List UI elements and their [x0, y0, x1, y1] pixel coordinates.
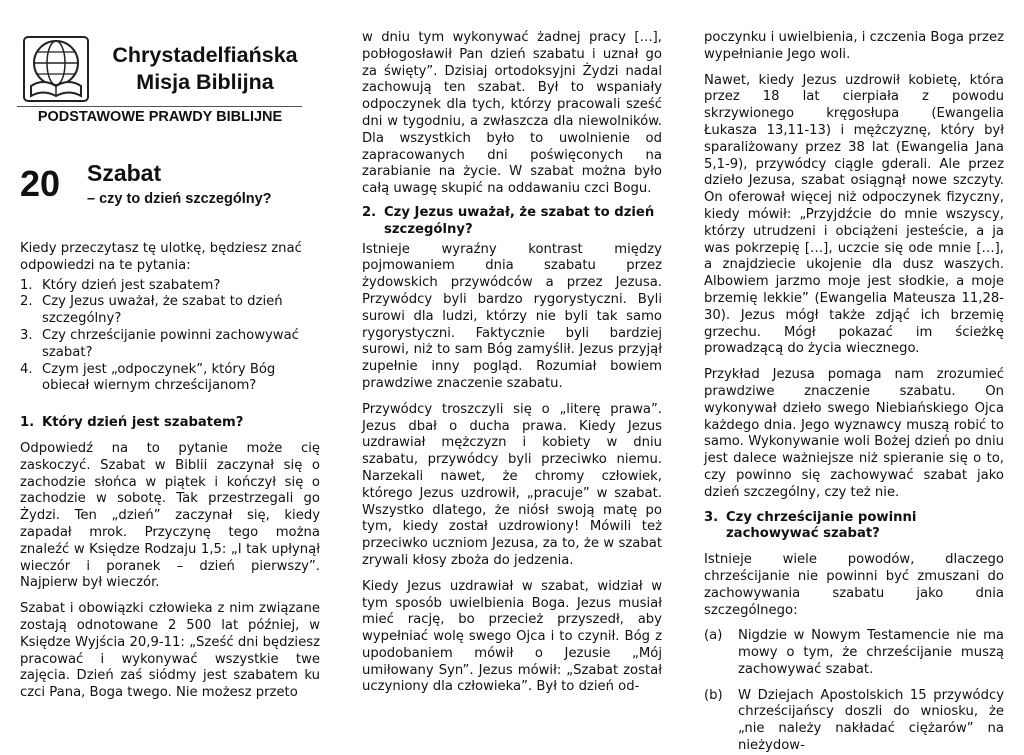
series-title: PODSTAWOWE PRAWDY BIBLIJNE	[37, 109, 283, 125]
organization-name	[95, 42, 315, 96]
section-1-heading	[20, 415, 320, 432]
question-text: Czy Jezus uważał, że szabat to dzień szczególny?	[42, 294, 283, 327]
leaflet-title: Szabat	[87, 160, 162, 186]
org-name-line1: Chrystadelfiańska	[112, 43, 298, 67]
section-2-paragraph-3: Kiedy Jezus uzdrawiał w szabat, widział w tym sposób uwielbienia Boga. Jezus musiał mieć rację, bo przecież przyszedł, aby wypełniać wolę swego Ojca i to czynił. Bóg z upodobaniem mówił o Jezusie „Mój umiłowany Syn”. Jezus mówił: „Szabat został uczyniony dla człowieka”. Był to dzień od-	[362, 578, 662, 695]
question-number: 1.	[20, 277, 33, 293]
section-2-paragraph-4: poczynku i uwielbienia, i czczenia Boga przez wypełnianie Jego woli.	[704, 30, 1004, 62]
section-3-paragraph-1: Istnieje wiele powodów, dlaczego chrześcijanie nie powinni być zmuszani do zachowywania szabatu jako dnia szczególnego:	[704, 552, 1004, 618]
column-2	[362, 30, 662, 696]
question-item	[20, 362, 320, 396]
section-heading-text: Który dzień jest szabatem?	[42, 415, 244, 431]
question-number: 4.	[20, 361, 33, 377]
section-2-paragraph-2: Przywódcy troszczyli się o „literę prawa”. Jezus dbał o ducha prawa. Kiedy Jezus uzdrawiał mężczyzn i kobiety w dniu szabatu, przywódcy byli przeciwko niemu. Narzekali nawet, że chromy człowiek, którego Jezus uzdrowił, „pracuje” w szabat. Wszystko dlatego, że niósł swoją matę po tym, kiedy został uzdrowiony! Mówili też przeciwko uczniom Jezusa, za to, że w szabat zrywali kłosy zboża do jedzenia.	[362, 401, 662, 568]
question-item	[20, 294, 320, 328]
section-2-paragraph-1: Istnieje wyraźny kontrast między pojmowaniem dnia szabatu przez żydowskich przywódców a przez Jezusa. Przywódcy byli bardzo rygorystyczni. Byli surowi dla ludzi, którzy nie byli tak samo rygorystyczni. Faktycznie byli bardziej surowi, niż to sam Bóg zamyślił. Jezus przyjął zupełnie inny pogląd. Rozumiał bowiem prawdziwe znaczenie szabatu.	[362, 241, 662, 391]
column-3	[704, 30, 1004, 755]
header-divider	[17, 106, 302, 107]
list-item-text: Nigdzie w Nowym Testamencie nie ma mowy o tym, że chrześcijanie muszą zachowywać szabat.	[738, 628, 1004, 677]
section-2-paragraph-6: Przykład Jezusa pomaga nam zrozumieć prawdziwe znaczenie szabatu. On wykonywał dzieło swego Niebiańskiego Ojca każdego dnia. Jego wyznawcy muszą robić to samo. Wykonywanie woli Bożej dzień po dniu jest dalece ważniejsze niż spieranie się o to, czy powinno się zachowywać szabat jako dzień szczególny, czy też nie.	[704, 367, 1004, 500]
section-2-paragraph-5: Nawet, kiedy Jezus uzdrowił kobietę, która przez 18 lat cierpiała z powodu skrzywionego kręgosłupa (Ewangelia Łukasza 13,11-13) i mężczyznę, który był sparaliżowany przez 38 lat (Ewangelia Jana 5,1-9), przywódcy ciągle gderali. Ale przez dzieło Jezusa, szabat osiągnął nowe szczyty. On oferował więcej niż odpoczynek fizyczny, kiedy mówił: „Przyjdźcie do mnie wszyscy, którzy utrudzeni i obciążeni jesteście, a ja was pokrzepię […], uczcie się ode mnie […], a znajdziecie ukojenie dla dusz waszych. Albowiem jarzmo moje jest słodkie, a moje brzemię lekkie” (Ewangelia Mateusza 11,28-30). Jezus mógł także zdjąć ich brzemię grzechu. Mógł pokazać im ścieżkę prowadzącą do życia wiecznego.	[704, 72, 1004, 357]
leaflet-number: 20	[20, 163, 61, 204]
section-heading-text: Czy Jezus uważał, że szabat to dzień szczególny?	[384, 204, 655, 237]
leaflet-subtitle: – czy to dzień szczególny?	[87, 191, 272, 207]
question-number: 3.	[20, 327, 33, 343]
section-2-heading	[362, 205, 662, 239]
mission-logo-icon	[23, 36, 89, 102]
list-item	[704, 628, 1004, 678]
section-number: 3.	[704, 509, 719, 525]
section-1-paragraph-1: Odpowiedź na to pytanie może cię zaskoczyć. Szabat w Biblii zaczynał się o zachodzie słońca w piątek i kończył się o zachodzie w sobotę. Tak przestrzegali go Żydzi. Ten „dzień” zaczynał się, kiedy zapadał mrok. Przyczynę tego można znaleźć w Księdze Rodzaju 1,5: „I tak upłynął wieczór i poranek – dzień pierwszy”. Najpierw był wieczór.	[20, 440, 320, 591]
section-number: 1.	[20, 415, 35, 431]
section-1-paragraph-3: w dniu tym wykonywać żadnej pracy […], pobłogosławił Pan dzień szabatu i uznał go za święty”. Dzisiaj ortodoksyjni Żydzi nadal zachowują ten szabat. Był to wspaniały odpoczynek dla tych, którzy pracowali sześć dni w tygodniu, a zwłaszcza dla niewolników. Dla wszystkich było to uwolnienie od zapracowanych dni poświęconych na zarabianie na życie. W szabat można było całą uwagę skupić na oddawaniu czci Bogu.	[362, 30, 662, 197]
question-item	[20, 278, 320, 295]
list-item-marker: (b)	[704, 687, 723, 703]
question-text: Który dzień jest szabatem?	[42, 277, 221, 293]
section-1-paragraph-2: Szabat i obowiązki człowieka z nim związane zostają odnotowane 2 500 lat później, w Księdze Wyjścia 20,9-11: „Sześć dni będziesz pracować i wykonywać wszystkie twe zajęcia. Dzień zaś siódmy jest szabatem ku czci Pana, Boga twego. Nie możesz przeto	[20, 601, 320, 701]
section-3-heading	[704, 510, 1004, 544]
intro-paragraph: Kiedy przeczytasz tę ulotkę, będziesz znać odpowiedzi na te pytania:	[20, 241, 302, 273]
list-item-marker: (a)	[704, 628, 723, 644]
question-text: Czym jest „odpoczynek”, który Bóg obiecał wiernym chrześcijanom?	[42, 361, 276, 394]
list-item	[704, 688, 1004, 755]
question-number: 2.	[20, 294, 33, 310]
question-text: Czy chrześcijanie powinni zachowywać szabat?	[42, 327, 299, 360]
list-item-text: W Dziejach Apostolskich 15 przywódcy chrześcijańscy doszli do wniosku, że „nie należy nakładać ciężarów” na nieżydow-	[738, 687, 1004, 754]
column-1	[20, 241, 320, 702]
section-heading-text: Czy chrześcijanie powinni zachowywać szabat?	[726, 509, 917, 542]
question-item	[20, 328, 320, 362]
org-name-line2: Misja Biblijna	[136, 70, 274, 94]
section-number: 2.	[362, 204, 377, 220]
question-list	[20, 278, 320, 396]
